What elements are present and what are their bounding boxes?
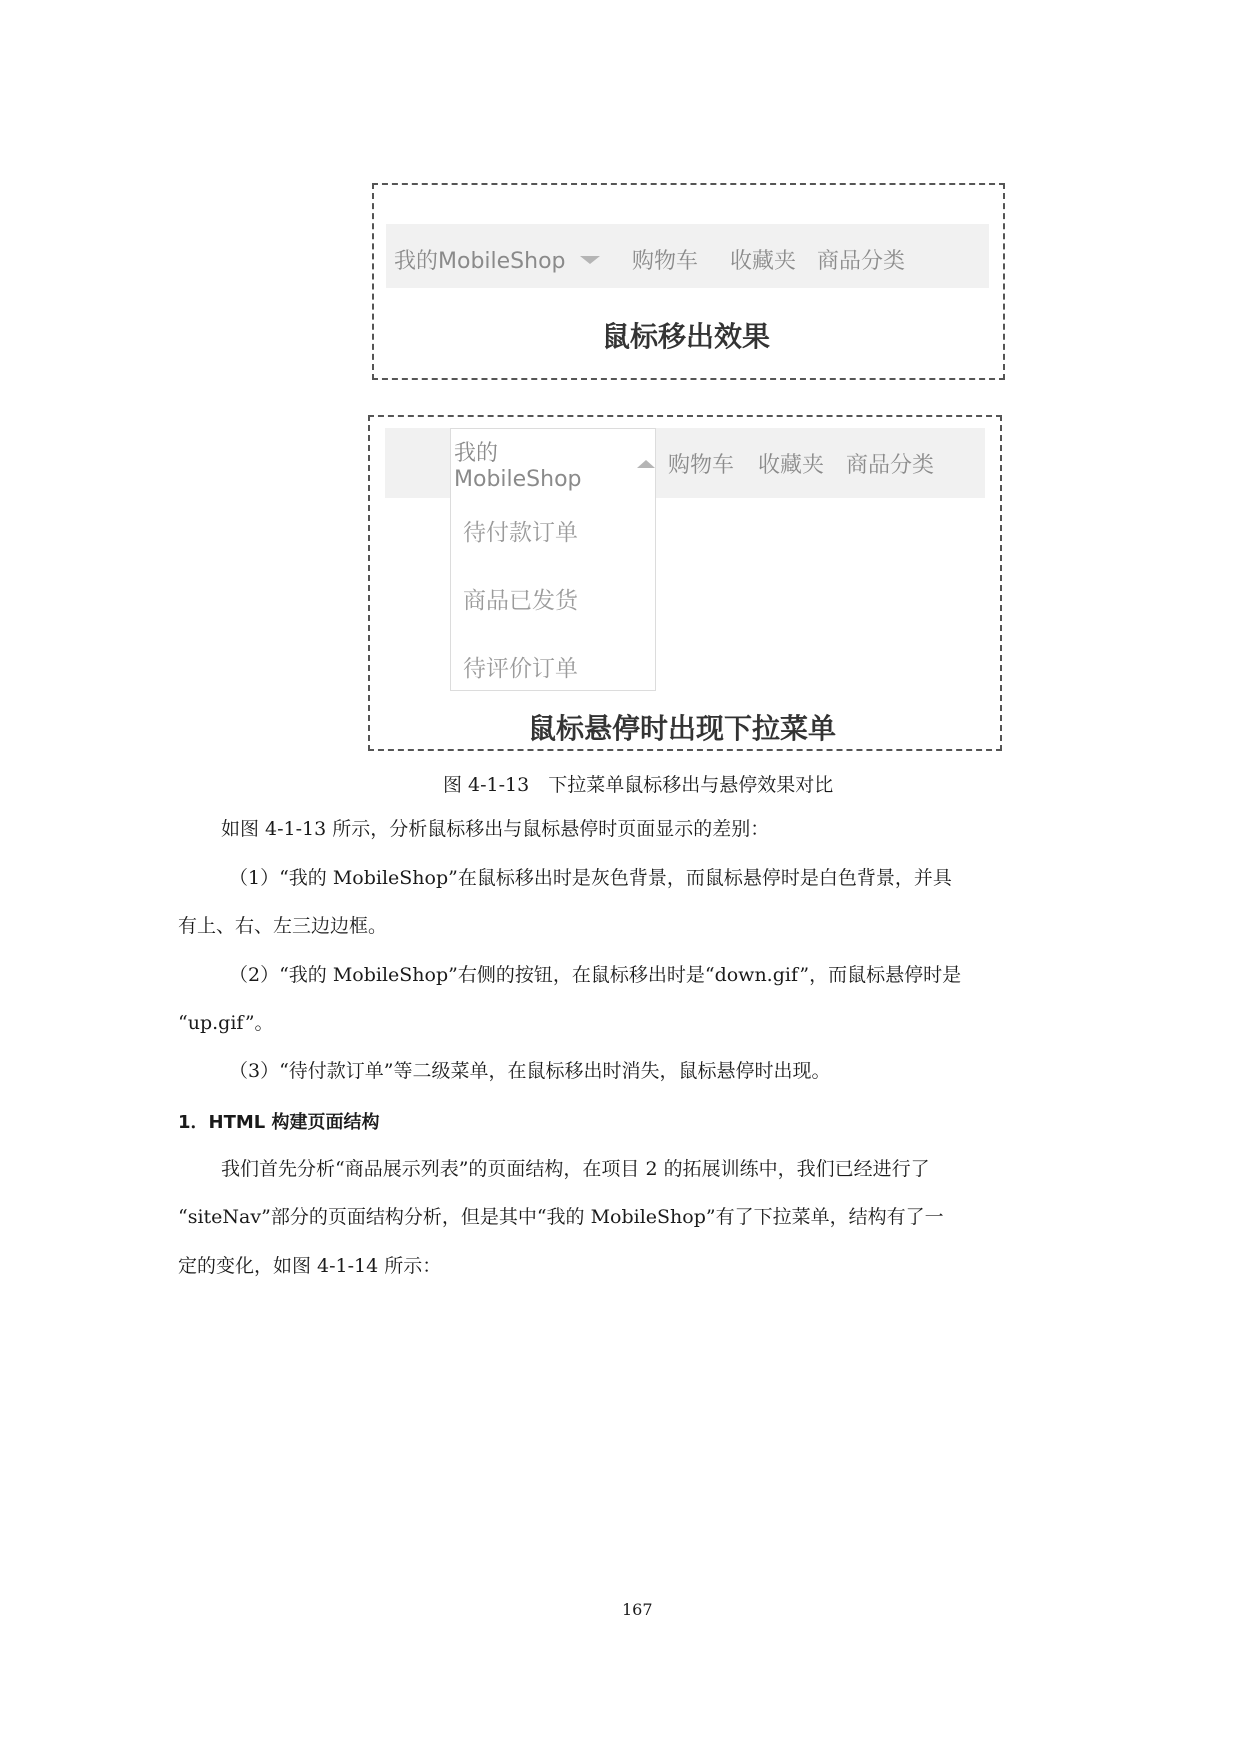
down-arrow-icon [580,256,600,264]
figure-caption: 图 4-1-13 下拉菜单鼠标移出与悬停效果对比 [443,774,834,796]
nav-item-favorites[interactable]: 收藏夹 [730,249,797,274]
nav-item-my-mobileshop[interactable] [450,428,656,498]
paragraph-line1: 我们首先分析“商品展示列表”的页面结构，在项目 2 的拓展训练中，我们已经进行了 [221,1158,930,1180]
page-number: 167 [622,1600,653,1619]
list-item-3: （3）“待付款订单”等二级菜单，在鼠标移出时消失，鼠标悬停时出现。 [229,1060,831,1082]
dropdown-menu [450,497,656,691]
dropdown-item-shipped[interactable]: 商品已发货 [463,588,578,614]
nav-item-cart[interactable]: 购物车 [632,249,699,274]
nav-item-cart[interactable]: 购物车 [668,453,735,478]
paragraph-line2: “siteNav”部分的页面结构分析，但是其中“我的 MobileShop”有了下拉菜单，结构有了一 [178,1206,944,1228]
nav-item-categories[interactable]: 商品分类 [846,453,935,478]
figure-mouse-hover [368,415,1002,751]
figure-label-mouse-hover: 鼠标悬停时出现下拉菜单 [528,712,837,745]
figure-label-mouse-out: 鼠标移出效果 [602,320,771,353]
up-arrow-icon [637,460,655,468]
list-item-1-line2: 有上、右、左三边边框。 [178,915,388,937]
nav-item-label: 我的MobileShop [394,249,566,274]
list-item-1-line1: （1）“我的 MobileShop”在鼠标移出时是灰色背景，而鼠标悬停时是白色背景，并具 [229,867,952,889]
nav-item-my-mobileshop[interactable] [394,244,600,275]
list-item-2-line2: “up.gif”。 [178,1012,274,1034]
dropdown-item-pending-payment[interactable]: 待付款订单 [463,520,578,546]
figure-mouse-out [372,183,1005,380]
site-nav-bar [386,224,989,288]
paragraph-line3: 定的变化，如图 4-1-14 所示： [178,1255,442,1277]
nav-item-favorites[interactable]: 收藏夹 [758,453,825,478]
dropdown-item-pending-review[interactable]: 待评价订单 [463,656,578,682]
section-heading: 1．HTML 构建页面结构 [178,1112,380,1133]
paragraph-intro: 如图 4-1-13 所示，分析鼠标移出与鼠标悬停时页面显示的差别： [221,818,770,840]
nav-item-label: 我的MobileShop [454,440,582,492]
nav-item-categories[interactable]: 商品分类 [817,249,906,274]
list-item-2-line1: （2）“我的 MobileShop”右侧的按钮，在鼠标移出时是“down.gif”，而鼠标悬停时是 [229,964,962,986]
